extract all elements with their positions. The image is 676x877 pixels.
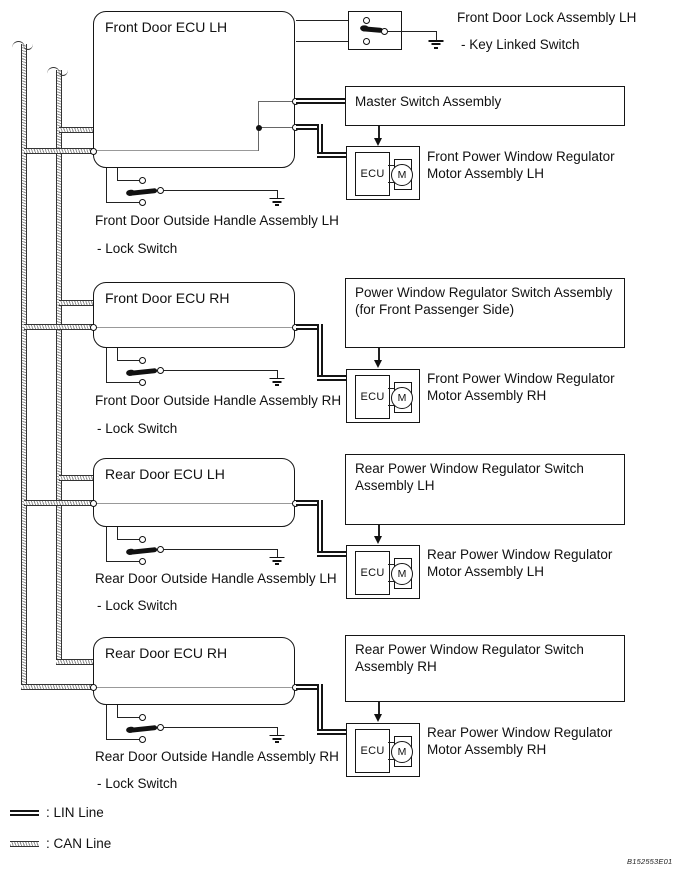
ecu-title: Front Door ECU RH: [105, 290, 230, 306]
wire: [117, 717, 139, 718]
terminal-icon: [139, 558, 146, 565]
motor-ecu-box: ECU: [355, 152, 390, 196]
wire: [117, 180, 139, 181]
legend-lin-label: : LIN Line: [46, 805, 104, 820]
ground-icon: [270, 735, 285, 744]
motor-caption: Front Power Window Regulator: [427, 149, 615, 164]
ecu-title: Rear Door ECU RH: [105, 645, 228, 661]
wire: [95, 150, 259, 151]
switch-box-label: Rear Power Window Regulator Switch: [355, 461, 584, 476]
lin-line-legend-sample: [10, 810, 39, 816]
key-switch-caption: Front Door Lock Assembly LH: [457, 10, 637, 25]
wire: [106, 348, 107, 382]
wire: [106, 527, 107, 561]
motor-caption: Front Power Window Regulator: [427, 371, 615, 386]
wire: [117, 539, 139, 540]
can-stub: [21, 684, 94, 690]
lin-line: [296, 98, 345, 104]
handle-caption: Front Door Outside Handle Assembly RH: [95, 393, 342, 408]
can-line-legend-sample: [10, 841, 39, 847]
wire: [95, 687, 294, 688]
ground-icon: [429, 40, 444, 49]
wire: [106, 739, 139, 740]
motor-ecu-box: ECU: [355, 551, 390, 595]
wire: [163, 370, 277, 371]
motor-caption: Rear Power Window Regulator: [427, 547, 613, 562]
lin-line: [317, 729, 346, 735]
wire: [106, 561, 139, 562]
terminal-icon: [139, 177, 146, 184]
motor-icon: M: [391, 563, 413, 585]
terminal-icon: [139, 379, 146, 386]
switch-box-label: Rear Power Window Regulator Switch: [355, 642, 584, 657]
motor-ecu-box: ECU: [355, 729, 390, 773]
motor-icon: M: [391, 387, 413, 409]
wire: [277, 190, 278, 198]
lock-switch-icon: [127, 188, 157, 196]
wire: [117, 360, 139, 361]
wire: [277, 370, 278, 378]
switch-box-label: Assembly LH: [355, 478, 435, 493]
motor-caption: Motor Assembly LH: [427, 564, 545, 579]
wire: [106, 705, 107, 739]
switch-box-label: Power Window Regulator Switch Assembly: [355, 285, 613, 300]
ground-icon: [270, 198, 285, 207]
motor-caption: Motor Assembly LH: [427, 166, 545, 181]
motor-caption: Rear Power Window Regulator: [427, 725, 613, 740]
lin-line: [317, 152, 346, 158]
terminal-icon: [381, 28, 388, 35]
break-icon: [23, 44, 33, 50]
terminal-icon: [139, 536, 146, 543]
can-stub: [59, 475, 94, 481]
wire: [163, 549, 277, 550]
arrow-icon: [374, 714, 382, 722]
wire: [117, 168, 118, 180]
wire: [117, 527, 118, 539]
terminal-icon: [363, 17, 370, 24]
can-stub: [24, 324, 94, 330]
handle-item: - Lock Switch: [97, 241, 178, 256]
can-bus-inner: [56, 70, 62, 665]
lock-switch-icon: [127, 725, 157, 733]
wire: [117, 705, 118, 717]
terminal-icon: [90, 500, 97, 507]
terminal-icon: [363, 38, 370, 45]
motor-icon: M: [391, 164, 413, 186]
ecu-title: Rear Door ECU LH: [105, 466, 225, 482]
terminal-icon: [139, 736, 146, 743]
wire: [388, 31, 436, 32]
wire: [436, 31, 437, 40]
wire: [163, 190, 277, 191]
figure-id: B152553E01: [627, 857, 673, 866]
terminal-icon: [90, 324, 97, 331]
can-bus-outer: [21, 44, 27, 690]
arrow-icon: [374, 360, 382, 368]
terminal-icon: [90, 148, 97, 155]
wire: [277, 727, 278, 735]
wire: [258, 101, 295, 102]
wire: [106, 202, 139, 203]
ecu-title: Front Door ECU LH: [105, 19, 228, 35]
lin-line: [317, 500, 323, 557]
motor-assembly-front-rh: [346, 369, 420, 423]
can-stub: [59, 300, 94, 306]
motor-icon: M: [391, 741, 413, 763]
lin-line: [317, 375, 346, 381]
switch-box-label: (for Front Passenger Side): [355, 302, 515, 317]
terminal-icon: [139, 357, 146, 364]
wire: [117, 348, 118, 360]
arrow-icon: [374, 138, 382, 146]
lin-line: [317, 684, 323, 735]
can-stub: [59, 127, 94, 133]
wire: [163, 727, 277, 728]
terminal-icon: [139, 714, 146, 721]
legend-can-label: : CAN Line: [46, 836, 112, 851]
handle-caption: Front Door Outside Handle Assembly LH: [95, 213, 339, 228]
handle-caption: Rear Door Outside Handle Assembly RH: [95, 749, 339, 764]
handle-item: - Lock Switch: [97, 776, 178, 791]
wire: [106, 168, 107, 202]
wire: [95, 327, 294, 328]
motor-assembly-rear-rh: [346, 723, 420, 777]
lock-switch-icon: [127, 547, 157, 555]
motor-assembly-front-lh: [346, 146, 420, 200]
terminal-icon: [90, 684, 97, 691]
break-icon: [58, 70, 68, 76]
lin-line: [317, 551, 346, 557]
motor-caption: Motor Assembly RH: [427, 388, 547, 403]
arrow-icon: [374, 536, 382, 544]
key-switch-item: - Key Linked Switch: [461, 37, 580, 52]
can-stub: [24, 148, 94, 154]
motor-ecu-box: ECU: [355, 375, 390, 419]
wire: [106, 382, 139, 383]
wire: [258, 127, 295, 128]
handle-caption: Rear Door Outside Handle Assembly LH: [95, 571, 337, 586]
lin-line: [317, 324, 323, 381]
wire: [95, 503, 294, 504]
handle-item: - Lock Switch: [97, 598, 178, 613]
motor-caption: Motor Assembly RH: [427, 742, 547, 757]
lock-switch-icon: [127, 368, 157, 376]
junction-dot: [256, 125, 262, 131]
can-stub: [56, 659, 94, 665]
switch-box-label: Assembly RH: [355, 659, 437, 674]
can-stub: [24, 500, 94, 506]
terminal-icon: [139, 199, 146, 206]
motor-assembly-rear-lh: [346, 545, 420, 599]
handle-item: - Lock Switch: [97, 421, 178, 436]
ground-icon: [270, 557, 285, 566]
ground-icon: [270, 378, 285, 387]
wire: [277, 549, 278, 557]
switch-box-label: Master Switch Assembly: [355, 94, 502, 109]
